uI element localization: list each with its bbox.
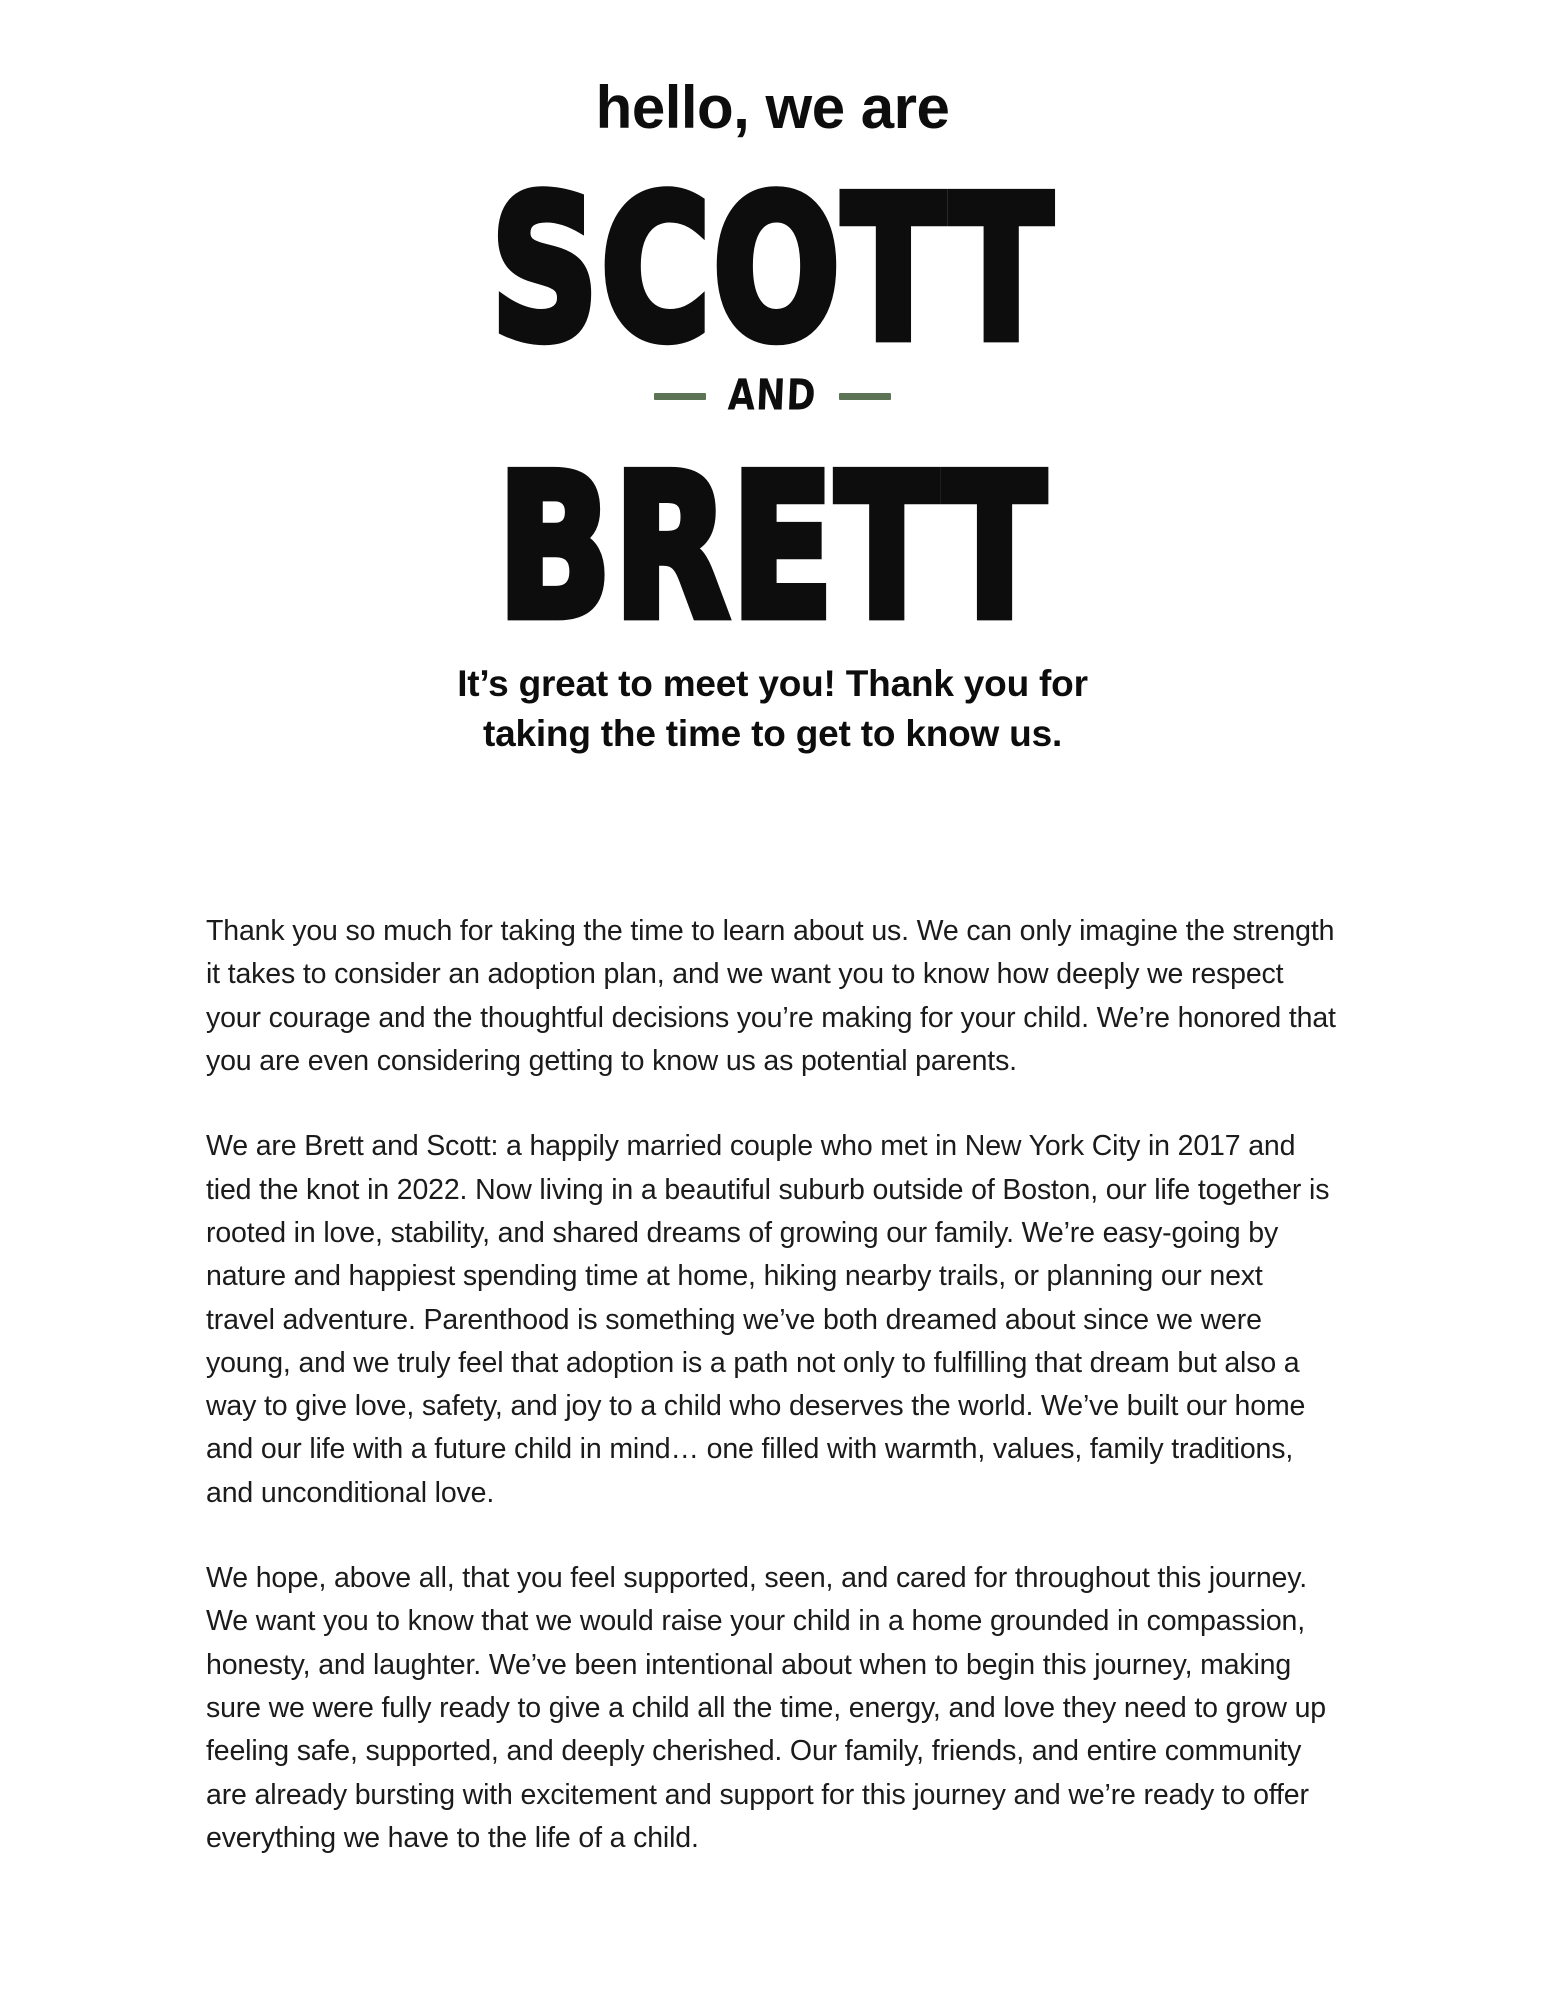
body-paragraph: We hope, above all, that you feel supported, seen, and cared for throughout this journey. We want you to know that we would raise your child in a home grounded in compassion, honesty, and laughter. We’ve been intentional about when to begin this journey, making sure we were fully ready to give a child all the time, energy, and love they need to grow up feeling safe, supported, and deeply cherished. Our family, friends, and entire community are already bursting with excitement and support for this journey and we’re ready to offer everything we have to the life of a child. — [206, 1562, 1326, 1854]
subtitle-line-2: taking the time to get to know us. — [482, 713, 1063, 755]
body-paragraph: We are Brett and Scott: a happily married couple who met in New York City in 2017 and tied the knot in 2022. Now living in a beautiful suburb outside of Boston, our life together is rooted in love, stability, and shared dreams of growing our family. We’re easy-going by nature and happiest spending time at home, hiking nearby trails, or planning our next travel adventure. Parenthood is something we’ve both dreamed about since we were young, and we truly feel that adoption is a path not only to fulfilling that dream but also a way to give love, safety, and joy to a child who deserves the world. We’ve built our home and our life with a future child in mind… one filled with warmth, values, family traditions, and unconditional love. — [206, 1130, 1330, 1509]
divider-dash-right-icon — [839, 393, 891, 400]
second-name-heading: BRETT — [497, 433, 1048, 664]
greeting-text: hello, we are — [595, 74, 950, 141]
hero-header — [0, 0, 1545, 760]
divider-dash-left-icon — [654, 393, 706, 400]
subtitle-line-1: It’s great to meet you! Thank you for — [457, 663, 1088, 704]
body-paragraph: Thank you so much for taking the time to learn about us. We can only imagine the strength it takes to consider an adoption plan, and we want you to know how deeply we respect your courage and the thoughtful decisions you’re making for your child. We’re honored that you are even considering getting to know us as potential parents. — [206, 915, 1336, 1077]
letter-body — [206, 910, 1336, 1860]
and-divider — [0, 371, 1545, 421]
and-label: AND — [727, 371, 818, 421]
first-name-heading: SCOTT — [490, 155, 1055, 386]
